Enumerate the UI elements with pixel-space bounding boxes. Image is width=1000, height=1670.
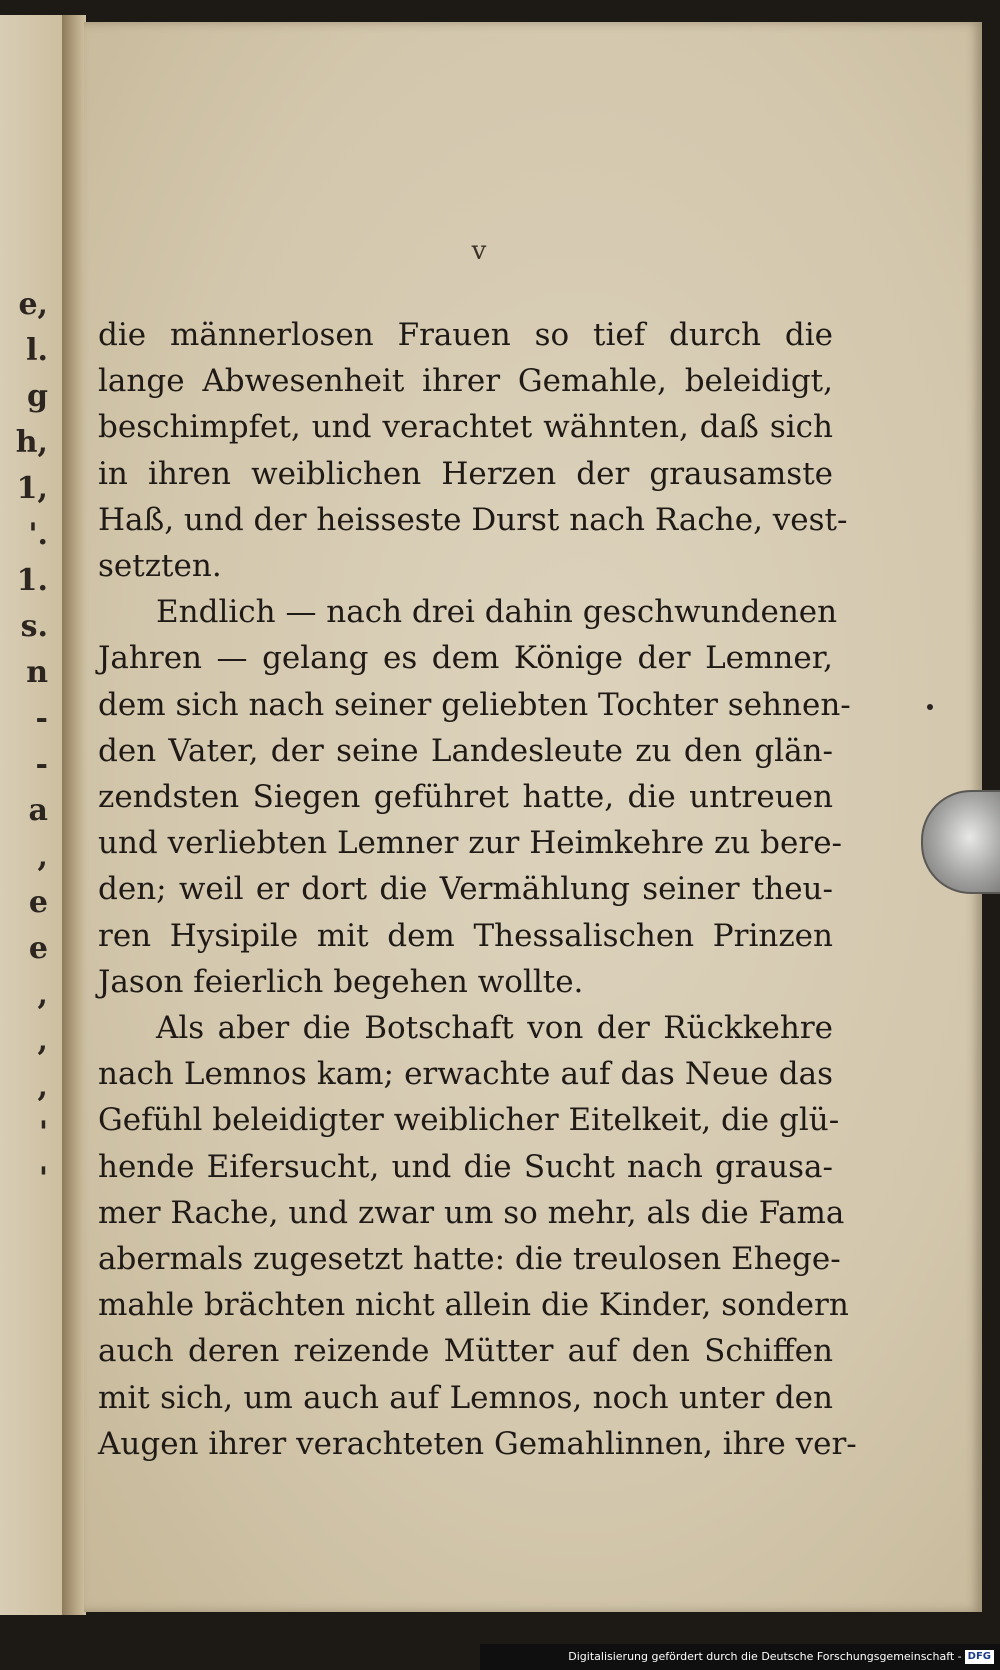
text-line: Endlich — nach drei dahin geschwundenen: [156, 594, 838, 631]
footer-credit: [480, 1644, 1000, 1670]
page-text: [98, 312, 857, 1467]
left-fragment: 1,: [16, 471, 48, 506]
dfg-logo: DFG: [965, 1650, 994, 1664]
left-fragment: -: [35, 747, 48, 782]
paragraph: [98, 312, 848, 589]
text-line: Jahren — gelang es dem Könige der Lemner,: [98, 640, 833, 677]
page-speck: [927, 704, 933, 710]
text-line: den; weil er dort die Vermählung seiner theu-: [98, 871, 833, 908]
text-line: Haß, und der heisseste Durst nach Rache, vest-: [98, 501, 848, 538]
text-line: ren Hysipile mit dem Thessalischen Prinzen: [98, 917, 833, 954]
left-fragment: s.: [20, 609, 48, 644]
left-fragment: '.: [28, 517, 48, 552]
book-page: [84, 22, 982, 1612]
book-gutter: [62, 15, 86, 1615]
left-fragment: e: [28, 885, 48, 920]
left-fragment: g: [27, 379, 48, 414]
text-line: auch deren reizende Mütter auf den Schiffen: [98, 1333, 833, 1370]
left-fragment: ': [38, 1115, 48, 1150]
text-line: mit sich, um auch auf Lemnos, noch unter den: [98, 1379, 833, 1416]
text-line: mer Rache, und zwar um so mehr, als die Fama: [98, 1194, 845, 1231]
text-line: den Vater, der seine Landesleute zu den glän-: [98, 732, 833, 769]
left-fragment: n: [26, 655, 48, 690]
left-fragment: l.: [26, 333, 48, 368]
left-fragment: 1.: [16, 563, 48, 598]
left-fragment: ,: [37, 977, 48, 1012]
text-line: und verliebten Lemner zur Heimkehre zu bere-: [98, 825, 843, 862]
text-line: die männerlosen Frauen so tief durch die: [98, 317, 833, 353]
text-line: hende Eifersucht, und die Sucht nach grausa-: [98, 1148, 833, 1185]
text-line: lange Abwesenheit ihrer Gemahle, beleidigt,: [98, 363, 833, 400]
text-line: in ihren weiblichen Herzen der grausamste: [98, 455, 833, 492]
text-line: nach Lemnos kam; erwachte auf das Neue das: [98, 1056, 833, 1093]
text-line: Jason feierlich begehen wollte.: [98, 963, 584, 1000]
left-fragment: h,: [15, 425, 48, 460]
left-fragment: e: [28, 931, 48, 966]
text-line: dem sich nach seiner geliebten Tochter sehnen-: [98, 686, 851, 723]
paragraph: [98, 589, 851, 1005]
left-fragment: ,: [37, 1069, 48, 1104]
text-line: mahle brächten nicht allein die Kinder, sondern: [98, 1287, 849, 1324]
page-number: v: [471, 236, 487, 266]
left-fragment: a: [28, 793, 48, 828]
left-fragment: ': [38, 1161, 48, 1196]
text-line: beschimpfet, und verachtet wähnten, daß sich: [98, 409, 833, 446]
footer-text: Digitalisierung gefördert durch die Deutsche Forschungsgemeinschaft -: [568, 1650, 962, 1663]
left-fragment: ,: [37, 839, 48, 874]
text-line: Als aber die Botschaft von der Rückkehre: [156, 1010, 833, 1047]
text-line: setzten.: [98, 548, 222, 585]
left-fragment: -: [35, 701, 48, 736]
text-line: Gefühl beleidigter weiblicher Eitelkeit, die glü-: [98, 1102, 840, 1139]
text-line: abermals zugesetzt hatte: die treulosen Ehege-: [98, 1241, 841, 1278]
text-line: Augen ihrer verachteten Gemahlinnen, ihre ver-: [98, 1425, 857, 1462]
paragraph: [98, 1005, 857, 1467]
left-fragment: e,: [18, 287, 48, 322]
text-line: zendsten Siegen geführet hatte, die untreuen: [98, 779, 833, 816]
left-fragment: ,: [37, 1023, 48, 1058]
